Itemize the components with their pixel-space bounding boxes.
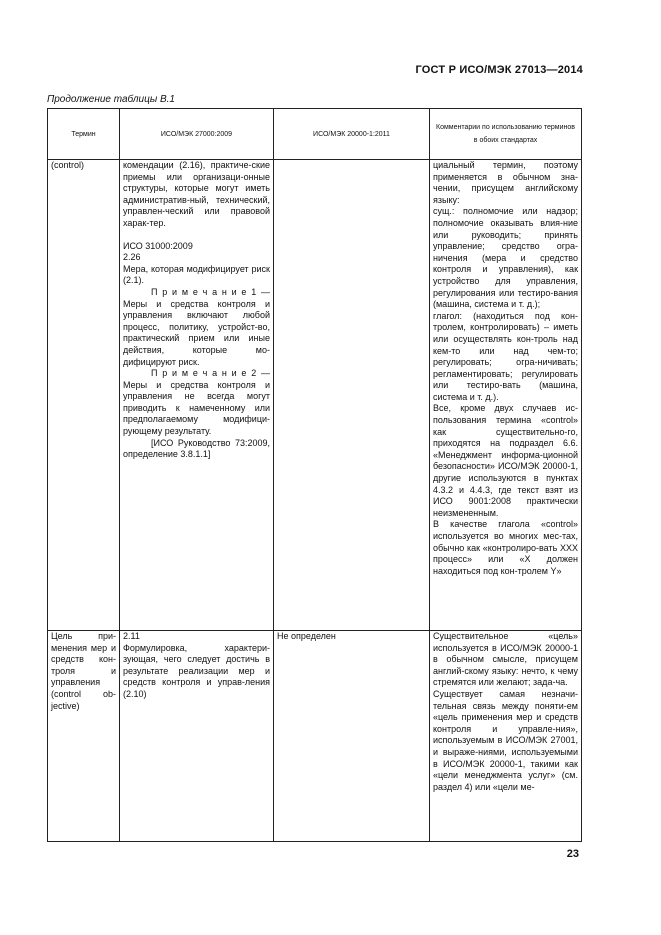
col-header-iso20000: ИСО/МЭК 20000-1:2011 (274, 109, 430, 160)
iso27000-cell (120, 631, 274, 842)
table-caption: Продолжение таблицы В.1 (47, 94, 175, 105)
reference-standard: ИСО 31000:2009 (123, 240, 193, 251)
iso20000-cell (274, 160, 430, 631)
term-cell (48, 631, 120, 842)
note-2: П р и м е ч а н и е 2 — Меры и средства контроля и управления не всегда могут приводить к намеченному или предполагаемому модифици-рующему результату. (123, 368, 270, 437)
comment-paragraph: Существует самая незначи-тельная связь между поняти-ем «цель применения мер и средств контроля и управле-ния», используемым в ИСО/МЭК 27001, и выраже-ниями, используемыми в ИСО/МЭК 20000-1, такими как «цели менеджмента услуг» (см. раздел 4) или «цели ме- (433, 688, 578, 792)
note-1: П р и м е ч а н и е 1 — Меры и средства контроля и управления включают любой процесс, политику, устройст-во, практический прием или иные действия, которые мо-дифицируют риск. (123, 286, 270, 367)
table-header-row (48, 109, 582, 160)
document-header: ГОСТ Р ИСО/МЭК 27013—2014 (415, 64, 583, 76)
iso20000-text: Не определен (277, 631, 336, 641)
col-header-term: Термин (48, 109, 120, 160)
table-row (48, 631, 582, 842)
table-row (48, 160, 582, 631)
iso27000-cell (120, 160, 274, 631)
terms-table (47, 108, 582, 842)
clause-number: 2.11 (123, 631, 140, 641)
comment-paragraph: глагол: (находиться под кон-тролем, контролировать) – иметь или осуществлять кон-троль над кем-то или над чем-то; регулировать; огра-ничивать; регламентировать; регулировать или тестиро-вать (машина, система и т. д.). (433, 310, 578, 402)
term-text: (control) (51, 160, 85, 170)
comment-paragraph: Все, кроме двух случаев ис-пользования термина «control» как существительно-го, приходятся на подраздел 6.6. «Менеджмент информа-ционной безопасности» ИСО/МЭК 20000-1, другие используются в пунктах 4.3.2 и 4.4.3, где текст взят из ИСО 9001:2008 практически неизмененным. (433, 403, 578, 518)
comment-paragraph: сущ.: полномочие или надзор; полномочие оказывать влия-ние или руководить; принять управление; средство огра-ничения (мера и средство контроля и управления), как устройство для управления, регулирования или тестиро-вания (машина, система и т. д.); (433, 206, 578, 310)
comment-paragraph: циальный термин, поэтому применяется в обычном зна-чении, присущем английскому языку: (433, 160, 578, 205)
col-header-iso27000: ИСО/МЭК 27000:2009 (120, 109, 274, 160)
definition-text: комендации (2.16), практиче-ские приемы или организаци-онные структуры, которые могут иметь административ-ный, технический, управлен-ческий или правовой харак-тер. (123, 160, 270, 228)
definition-text: Мера, которая модифицирует риск (2.1). (123, 263, 270, 286)
comments-cell (430, 631, 582, 842)
clause-number: 2.26 (123, 252, 141, 263)
term-cell (48, 160, 120, 631)
page-number: 23 (566, 848, 579, 860)
col-header-comments: Комментарии по использованию терминов в обоих стандартах (430, 109, 582, 160)
definition-text: Формулировка, характери-зующая, чего следует достичь в результате реализации мер и средств контроля и управ-ления (2.10) (123, 642, 270, 699)
term-text: Цель при-менения мер и средств кон-троля и управления (control ob-jective) (51, 631, 116, 711)
source-reference: [ИСО Руководство 73:2009, определение 3.8.1.1] (123, 437, 270, 460)
iso20000-cell (274, 631, 430, 842)
comment-paragraph: Существительное «цель» используется в ИСО/МЭК 20000-1 в обычном смысле, присущем англий-скому языку: нечто, к чему стремятся или желают; зада-ча. (433, 631, 578, 688)
comments-cell (430, 160, 582, 631)
comment-paragraph: В качестве глагола «control» используется во многих мес-тах, обычно как «контролиро-вать XXX процесс» или «X должен находиться под кон-тролем Y» (433, 519, 578, 576)
